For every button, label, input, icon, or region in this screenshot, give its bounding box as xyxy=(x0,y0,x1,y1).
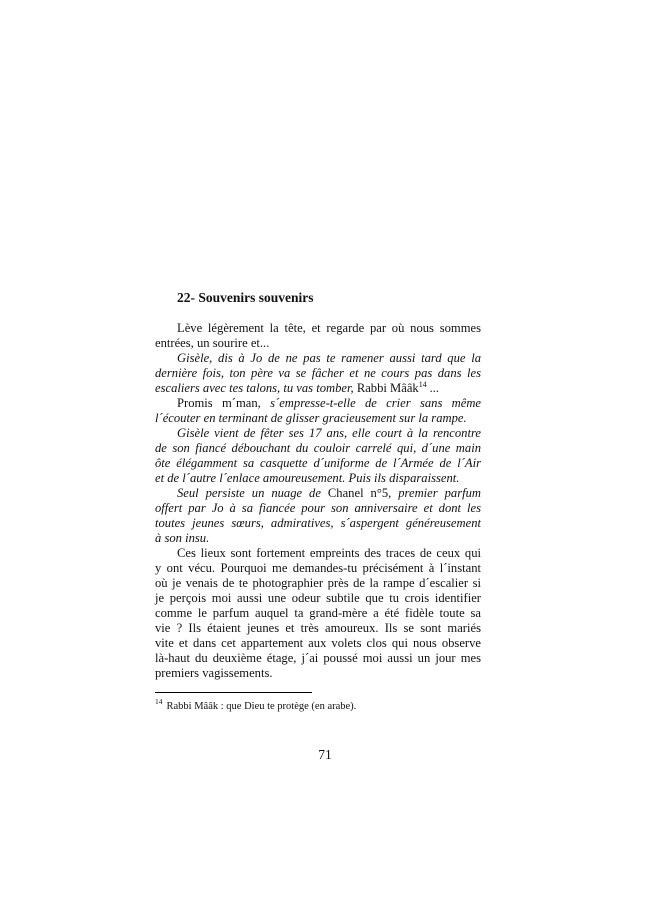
text-line xyxy=(155,426,481,441)
text-line xyxy=(155,321,481,336)
text-line xyxy=(155,366,481,381)
footnote-separator xyxy=(155,692,312,693)
text-line xyxy=(155,636,481,651)
text-segment: dernière fois, ton père va se fâcher et ne cours pas dans les xyxy=(155,366,481,380)
text-line xyxy=(155,486,481,501)
text-segment: l´écouter en terminant de glisser gracieusement sur la rampe. xyxy=(155,411,467,425)
text-segment: Promis m´man, xyxy=(177,396,271,410)
text-segment: y ont vécu. Pourquoi me demandes-tu précisément à l´instant xyxy=(155,561,481,575)
text-segment: Lève légèrement la tête, et regarde par où nous sommes xyxy=(177,321,481,335)
text-segment: ... xyxy=(426,381,440,395)
text-line xyxy=(155,411,481,426)
text-line xyxy=(155,621,481,636)
text-segment: Rabbi Mââk xyxy=(353,381,419,395)
text-segment: Seul persiste un nuage de xyxy=(177,486,328,500)
page-number: 71 xyxy=(318,747,332,762)
footnote-text: Rabbi Mââk : que Dieu te protège (en arabe). xyxy=(166,701,357,712)
chapter-title: 22- Souvenirs souvenirs xyxy=(177,290,314,305)
text-line xyxy=(155,336,481,351)
text-segment: de son fiancé débouchant du couloir carrelé qui, d´une main xyxy=(155,441,481,455)
text-line xyxy=(155,516,481,531)
text-line xyxy=(155,561,481,576)
text-line xyxy=(155,531,481,546)
text-segment: où je venais de te photographier près de la rampe d´escalier si xyxy=(155,576,481,590)
body-text xyxy=(155,321,481,681)
text-line xyxy=(155,651,481,666)
text-segment: vie ? Ils étaient jeunes et très amoureux. Ils se sont mariés xyxy=(155,621,481,635)
text-segment: ôte élégamment sa casquette d´uniforme de l´Armée de l´Air xyxy=(155,456,481,470)
text-segment: à son insu. xyxy=(155,531,210,545)
text-segment: Chanel n°5 xyxy=(327,486,389,500)
text-segment: Ces lieux sont fortement empreints des traces de ceux qui xyxy=(177,546,481,560)
text-line xyxy=(155,471,481,486)
text-line xyxy=(155,441,481,456)
text-segment: premiers vagissements. xyxy=(155,666,273,680)
text-line xyxy=(155,501,481,516)
text-segment: je perçois moi aussi une odeur subtile que tu crois identifier xyxy=(155,591,481,605)
text-segment: escaliers avec tes talons, tu vas tomber, xyxy=(155,381,354,395)
text-segment: et de l´autre l´enlace amoureusement. Puis ils disparaissent. xyxy=(155,471,460,485)
text-segment: Gisèle, dis à Jo de ne pas te ramener aussi tard que la xyxy=(177,351,481,365)
text-line xyxy=(155,576,481,591)
footnote-number: 14 xyxy=(155,697,163,706)
text-line xyxy=(155,591,481,606)
text-segment: toutes jeunes sœurs, admiratives, s´aspergent généreusement xyxy=(155,516,481,530)
text-segment: offert par Jo à sa fiancée pour son anniversaire et dont les xyxy=(155,501,481,515)
footnote-ref: 14 xyxy=(418,380,427,389)
text-segment: comme le parfum auquel ta grand-mère a été fidèle toute sa xyxy=(155,606,481,620)
text-line xyxy=(155,546,481,561)
text-line xyxy=(155,606,481,621)
text-line xyxy=(155,666,481,681)
footnote xyxy=(155,697,357,713)
text-segment: Gisèle vient de fêter ses 17 ans, elle court à la rencontre xyxy=(177,426,481,440)
text-line xyxy=(155,351,481,366)
text-line xyxy=(155,396,481,411)
text-segment: , premier parfum xyxy=(388,486,482,500)
text-segment: s´empresse-t-elle de crier sans même xyxy=(270,396,482,410)
text-line xyxy=(155,456,481,471)
text-segment: vite et dans cet appartement aux volets clos qui nous observe xyxy=(155,636,481,650)
text-line xyxy=(155,381,481,396)
text-segment: là-haut du deuxième étage, j´ai poussé moi aussi un jour mes xyxy=(155,651,481,665)
text-segment: entrées, un sourire et... xyxy=(155,336,270,350)
